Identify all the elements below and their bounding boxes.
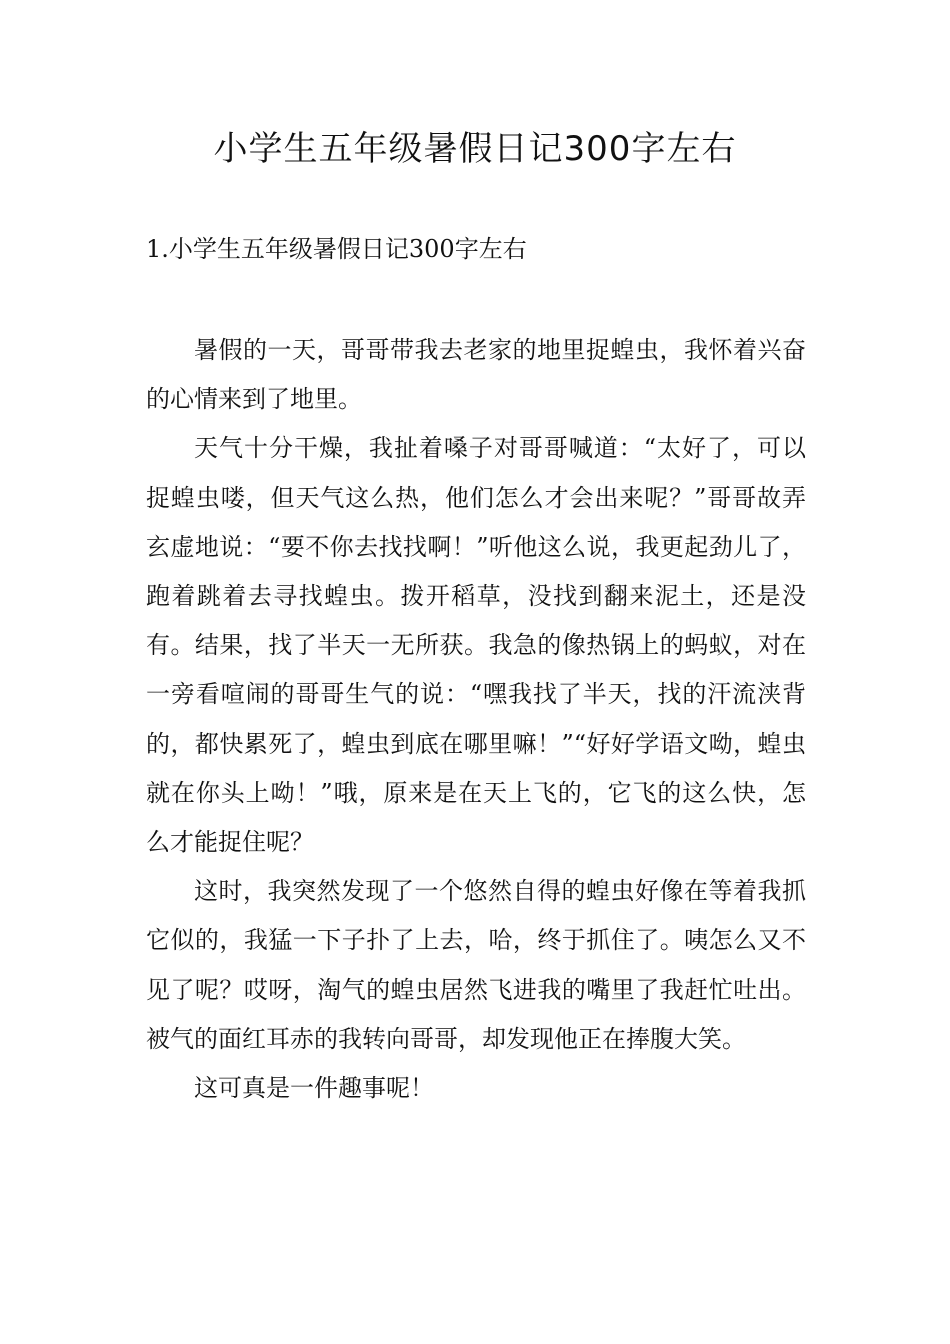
paragraph-4: 这可真是一件趣事呢！ [194, 1074, 434, 1103]
paragraph-3: 这时，我突然发现了一个悠然自得的蝗虫好像在等着我抓它似的，我猛一下子扑了上去，哈，终于抓住了。咦怎么又不见了呢？哎呀，淘气的蝗虫居然飞进我的嘴里了我赶忙吐出。被气的面红耳赤的我转向哥哥，却发现他正在捧腹大笑。 [146, 877, 806, 1053]
paragraph-2: 天气十分干燥，我扯着嗓子对哥哥喊道：“太好了，可以捉蝗虫喽，但天气这么热，他们怎么才会出来呢？”哥哥故弄玄虚地说：“要不你去找找啊！”听他这么说，我更起劲儿了，跑着跳着去寻找蝗虫。拨开稻草，没找到翻来泥土，还是没有。结果，找了半天一无所获。我急的像热锅上的蚂蚁，对在一旁看喧闹的哥哥生气的说：“嘿我找了半天，找的汗流浃背的，都快累死了，蝗虫到底在哪里嘛！”“好好学语文呦，蝗虫就在你头上呦！”哦，原来是在天上飞的，它飞的这么快，怎么才能捉住呢？ [146, 434, 806, 857]
section-heading: 1.小学生五年级暑假日记300字左右 [146, 235, 527, 263]
paragraph-1: 暑假的一天，哥哥带我去老家的地里捉蝗虫，我怀着兴奋的心情来到了地里。 [146, 336, 806, 414]
document-title: 小学生五年级暑假日记300字左右 [213, 129, 737, 169]
diary-body [146, 326, 806, 1113]
